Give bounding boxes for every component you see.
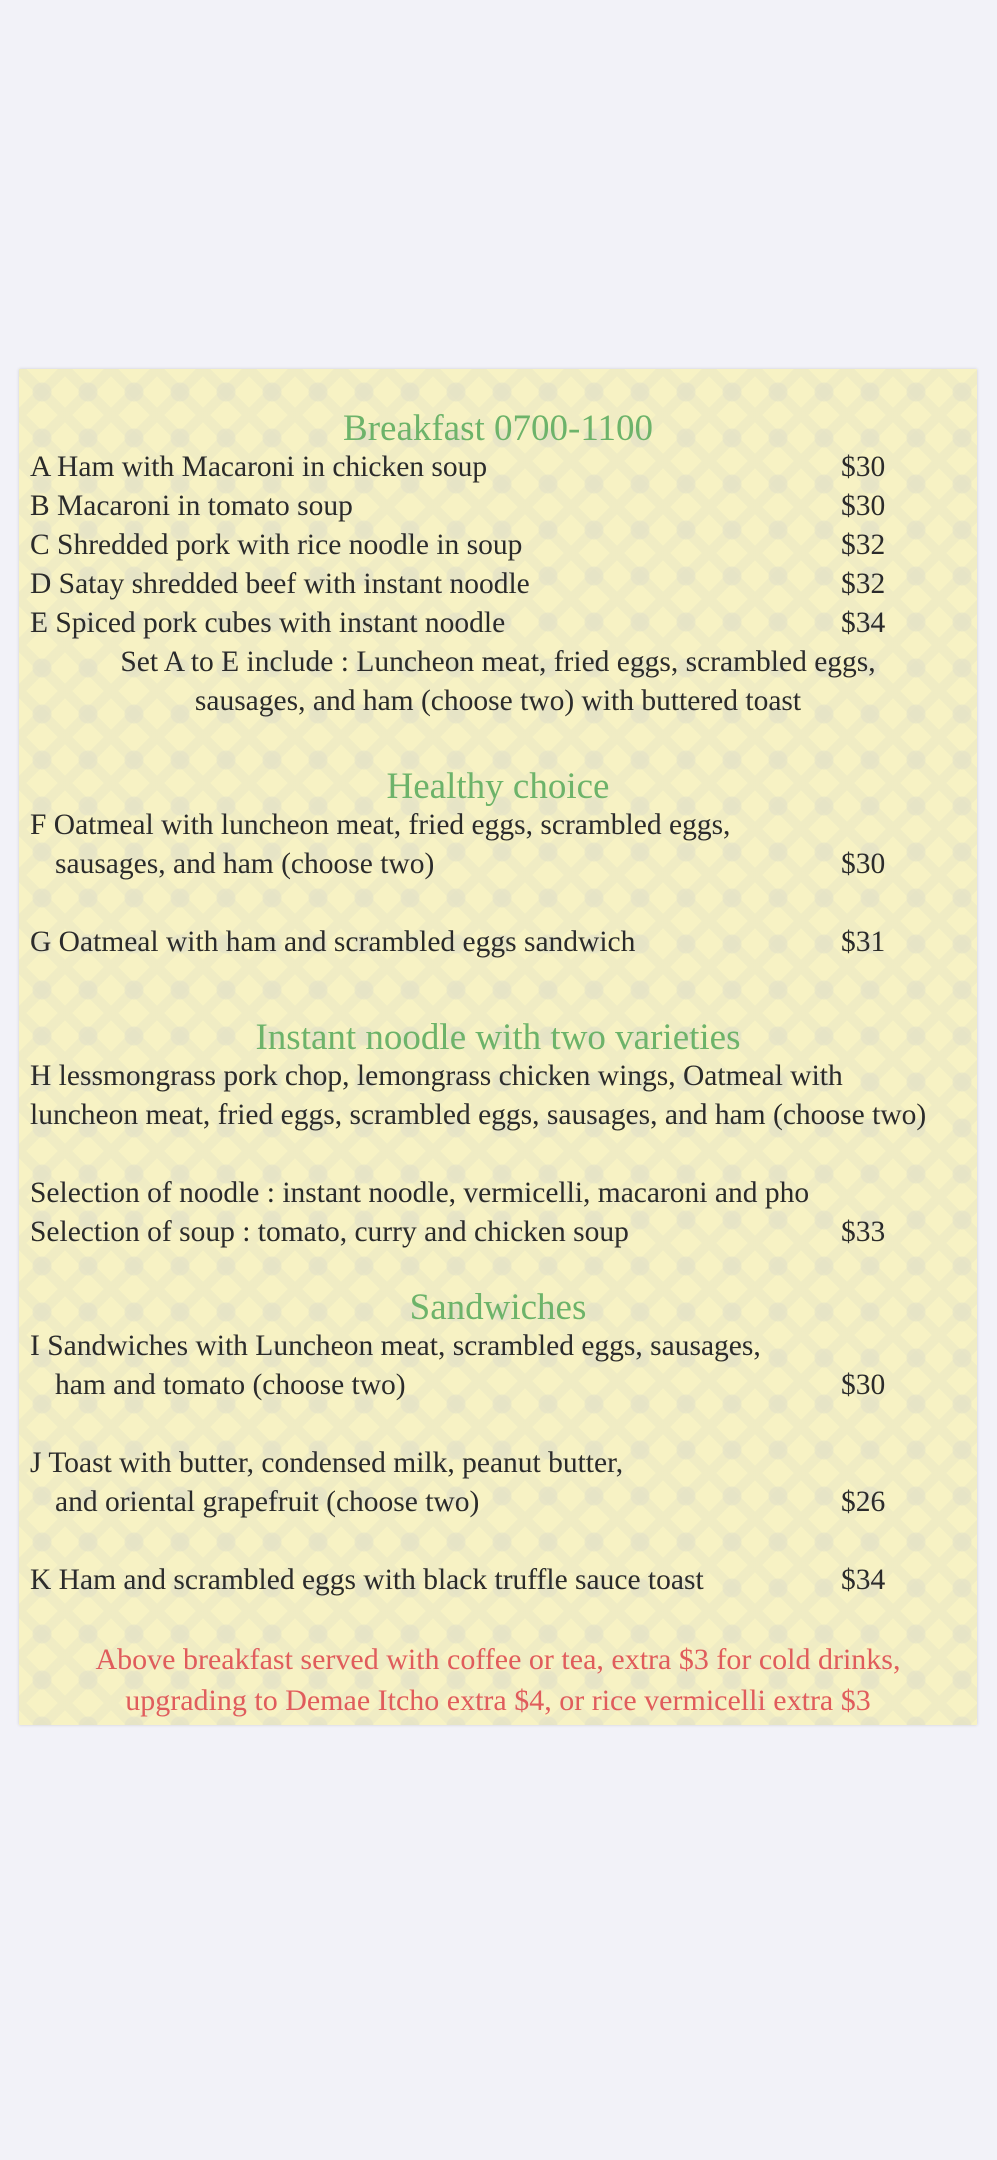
menu-item-a-price: $30	[841, 451, 886, 483]
menu-item-g: G Oatmeal with ham and scrambled eggs sandwich	[30, 926, 636, 958]
menu-item-b-price: $30	[841, 490, 886, 522]
menu-item-d: D Satay shredded beef with instant noodle	[30, 568, 530, 600]
set-note-line1: Set A to E include : Luncheon meat, fried eggs, scrambled eggs,	[120, 646, 876, 678]
sandwiches-heading: Sandwiches	[409, 1287, 587, 1328]
menu-card	[19, 369, 977, 1725]
menu-item-h-price: $33	[841, 1216, 886, 1248]
menu-item-e-price: $34	[841, 607, 886, 639]
menu-item-j-line1: J Toast with butter, condensed milk, peanut butter,	[30, 1447, 624, 1479]
menu-item-b: B Macaroni in tomato soup	[30, 490, 353, 522]
breakfast-heading: Breakfast 0700-1100	[343, 408, 653, 449]
soup-selection: Selection of soup : tomato, curry and chicken soup	[30, 1216, 629, 1248]
menu-item-a: A Ham with Macaroni in chicken soup	[30, 451, 488, 483]
menu-item-e: E Spiced pork cubes with instant noodle	[30, 607, 506, 639]
menu-item-h-line2: luncheon meat, fried eggs, scrambled eggs, sausages, and ham (choose two)	[30, 1099, 927, 1131]
menu-item-g-price: $31	[841, 926, 886, 958]
menu-item-k: K Ham and scrambled eggs with black truffle sauce toast	[30, 1564, 704, 1596]
instant-noodle-heading: Instant noodle with two varieties	[255, 1017, 741, 1058]
menu-item-i-line1: I Sandwiches with Luncheon meat, scrambled eggs, sausages,	[30, 1330, 761, 1362]
menu-item-f-line1: F Oatmeal with luncheon meat, fried eggs, scrambled eggs,	[30, 809, 731, 841]
menu-item-f-line2: sausages, and ham (choose two)	[55, 848, 435, 880]
menu-item-h-line1: H lessmongrass pork chop, lemongrass chicken wings, Oatmeal with	[30, 1060, 843, 1092]
footer-note-line2: upgrading to Demae Itcho extra $4, or rice vermicelli extra $3	[125, 1684, 871, 1717]
menu-item-c-price: $32	[841, 529, 886, 561]
menu-item-i-line2: ham and tomato (choose two)	[55, 1369, 406, 1401]
noodle-selection: Selection of noodle : instant noodle, vermicelli, macaroni and pho	[30, 1177, 810, 1209]
menu-item-j-line2: and oriental grapefruit (choose two)	[55, 1486, 480, 1518]
menu-item-c: C Shredded pork with rice noodle in soup	[30, 529, 523, 561]
menu-item-k-price: $34	[841, 1564, 886, 1596]
menu-item-f-price: $30	[841, 848, 886, 880]
menu-item-i-price: $30	[841, 1369, 886, 1401]
menu-item-j-price: $26	[841, 1486, 886, 1518]
set-note-line2: sausages, and ham (choose two) with buttered toast	[194, 685, 802, 717]
healthy-heading: Healthy choice	[386, 766, 610, 807]
footer-note-line1: Above breakfast served with coffee or tea, extra $3 for cold drinks,	[95, 1643, 901, 1676]
menu-item-d-price: $32	[841, 568, 886, 600]
